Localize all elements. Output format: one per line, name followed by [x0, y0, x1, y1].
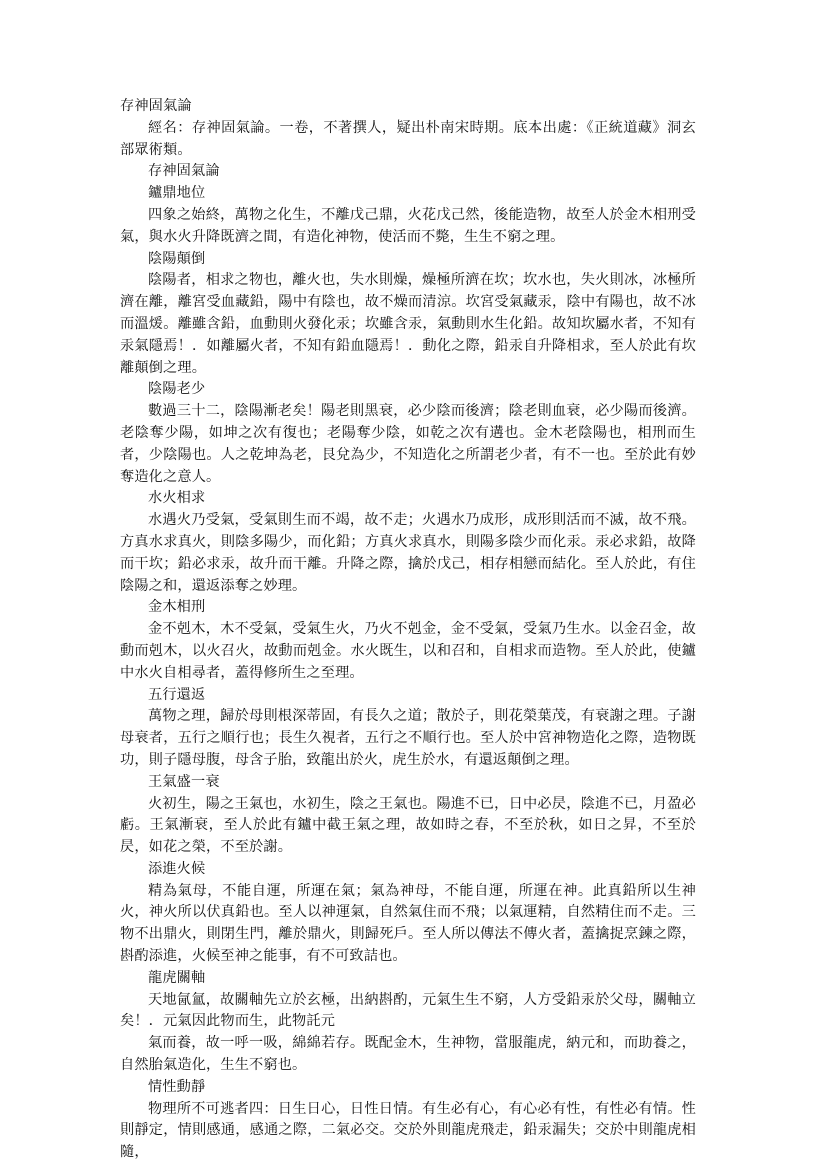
- section-paragraph: 天地氤氳，故關軸先立於玄極，出納斟酌，元氣生生不窮，人方受鉛汞於父母，關軸立矣！．元氣因此物而生，此物託元: [120, 991, 696, 1030]
- document-subtitle: 存神固氣論: [148, 163, 220, 180]
- document-meta: 經名：存神固氣論。一卷，不著撰人，疑出朴南宋時期。底本出處：《正統道藏》洞玄部眾術類。: [120, 119, 696, 158]
- section-paragraph: 數過三十二，陰陽漸老矣！陽老則黑衰，必少陰而後濟；陰老則血衰，必少陽而後濟。老陰奪少陽，如坤之次有復也；老陽奪少陰，如乾之次有遘也。金木老陰陽也，相刑而生者，少陰陽也。人之乾坤為老，艮兌為少，不知造化之所謂老少者，有不一也。至於此有妙奪造化之意人。: [120, 403, 696, 485]
- section-heading: 陰陽顛倒: [148, 250, 206, 267]
- section-paragraph: 萬物之理，歸於母則根深蒂固，有長久之道；散於子，則花榮葉茂，有衰謝之理。子謝母衰者，五行之順行也；長生久視者，五行之不順行也。至人於中宮神物造化之際，造物既功，則子隱母腹，母含子胎，致龍出於火，虎生於水，有還返顛倒之理。: [120, 708, 696, 768]
- section-paragraph: 物理所不可逃者四：日生日心，日性日情。有生必有心，有心必有性，有性必有情。性則靜定，情則感通，感通之際，二氣必交。交於外則龍虎飛走，鉛汞漏失；交於中則龍虎相隨，: [120, 1100, 696, 1161]
- section-heading: 金木相刑: [148, 599, 206, 616]
- section-heading: 情性動靜: [148, 1078, 206, 1095]
- section-paragraph: 精為氣母，不能自運，所運在氣；氣為神母，不能自運，所運在神。此真鉛所以生神火，神火所以伏真鉛也。至人以神運氣，自然氣住而不飛；以氣運精，自然精住而不走。三物不出鼎火，則閉生門，離於鼎火，則歸死戶。至人所以傳法不傳火者，蓋擒捉烹鍊之際，斟酌添進，火候至神之能事，有不可致詰也。: [120, 882, 696, 965]
- section-heading: 鑪鼎地位: [148, 185, 206, 202]
- section-heading: 添進火候: [148, 860, 206, 877]
- section-paragraph: 火初生，陽之王氣也，水初生，陰之王氣也。陽進不已，日中必昃，陰進不已，月盈必虧。王氣漸衰，至人於此有鑪中截王氣之理，故如時之春，不至於秋，如日之昇，不至於昃，如花之榮，不至於謝。: [120, 795, 696, 856]
- section-paragraph: 陰陽者，相求之物也，離火也，失水則燥，燥極所濟在坎；坎水也，失火則冰，冰極所濟在離，離宮受血藏鉛，陽中有陰也，故不燥而清涼。坎宮受氣藏汞，陰中有陽也，故不冰而溫煖。離雖含鉛，血動則火發化汞；坎雖含汞，氣動則水生化鉛。故知坎屬水者，不知有汞氣隱焉！．如離屬火者，不知有鉛血隱焉！．動化之際，鉛汞自升降相求，至人於此有坎離顛倒之理。: [120, 272, 696, 376]
- section-heading: 五行還返: [148, 686, 206, 703]
- section-paragraph: 四象之始終，萬物之化生，不離戊己鼎，火花戊己然，後能造物，故至人於金木相刑受氣，與水火升降既濟之間，有造化神物，使活而不斃，生生不窮之理。: [120, 206, 696, 245]
- section-paragraph: 金不剋木，木不受氣，受氣生火，乃火不剋金，金不受氣，受氣乃生水。以金召金，故動而剋木，以火召火，故動而剋金。水火既生，以和召和，自相求而造物。至人於此，使鑪中水火自相尋者，蓋得修所生之至理。: [120, 621, 696, 681]
- section-heading: 王氣盛一衰: [148, 773, 220, 790]
- section-heading: 龍虎關軸: [148, 969, 206, 986]
- section-heading: 水火相求: [148, 490, 206, 507]
- document-body: [120, 96, 696, 1164]
- document-title: 存神固氣論: [120, 98, 192, 114]
- section-paragraph: 氣而養，故一呼一吸，綿綿若存。既配金木，生神物，當服龍虎，納元和，而助養之，自然胎氣造化，生生不窮也。: [120, 1035, 696, 1074]
- section-list: [120, 183, 696, 1164]
- section-paragraph: 水遇火乃受氣，受氣則生而不竭，故不走；火遇水乃成形，成形則活而不滅，故不飛。方真水求真火，則陰多陽少，而化鉛；方真火求真水，則陽多陰少而化汞。汞必求鉛，故降而干坎；鉛必求汞，故升而干離。升降之際，擒於戊己，相存相戀而結化。至人於此，有住陰陽之和，還返添奪之妙理。: [120, 512, 696, 594]
- section-heading: 陰陽老少: [148, 381, 206, 398]
